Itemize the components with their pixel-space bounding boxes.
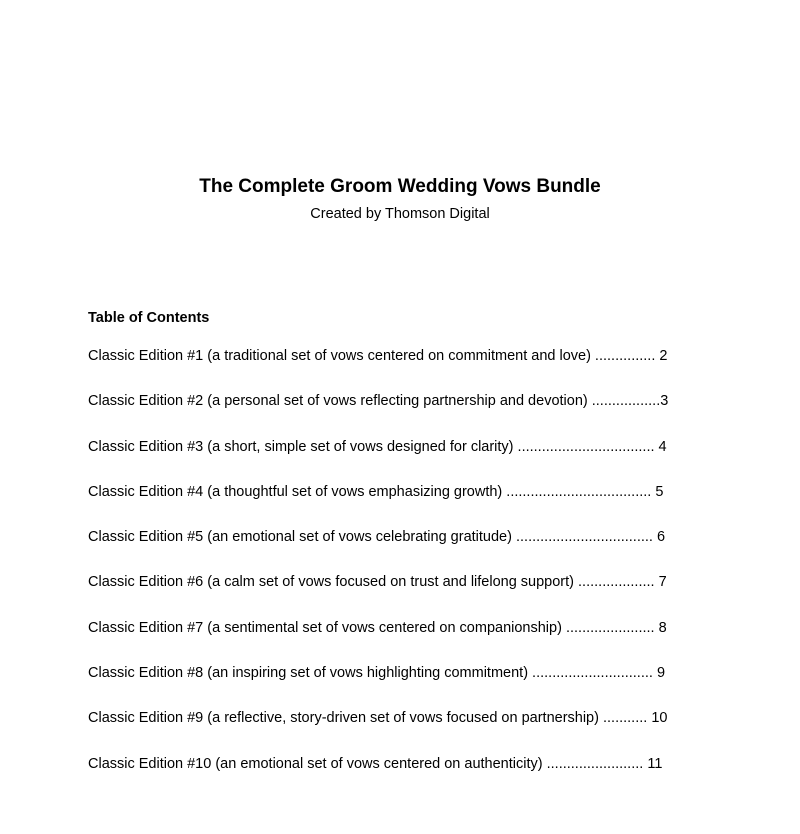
toc-entry-10[interactable]	[88, 755, 728, 800]
document-subtitle: Created by Thomson Digital	[310, 206, 490, 222]
toc-dot-leader: .................	[587, 393, 661, 410]
toc-entry-2[interactable]	[88, 392, 728, 437]
toc-page-number: 4	[654, 438, 667, 455]
toc-dot-leader: ...........	[598, 710, 648, 727]
toc-dot-leader: ...................	[574, 574, 655, 591]
toc-entry-text: Classic Edition #1 (a traditional set of vows centered on commitment and love)	[88, 348, 591, 364]
toc-heading: Table of Contents	[88, 310, 210, 326]
toc-page-number: 8	[654, 619, 667, 636]
toc-dot-leader: ......................	[561, 619, 655, 636]
toc-entry-text: Classic Edition #5 (an emotional set of vows celebrating gratitude)	[88, 529, 512, 546]
toc-entry-text: Classic Edition #10 (an emotional set of vows centered on authenticity)	[88, 755, 543, 772]
toc-entry-4[interactable]	[88, 483, 728, 528]
toc-dot-leader: ..................................	[511, 529, 653, 546]
toc-page-number: 2	[655, 348, 668, 364]
toc-entry-1[interactable]	[88, 347, 728, 392]
toc-entry-text: Classic Edition #2 (a personal set of vows reflecting partnership and devotion)	[88, 393, 588, 410]
toc-page-number: 5	[651, 483, 664, 500]
toc-dot-leader: ...............	[590, 348, 656, 364]
toc-entry-5[interactable]	[88, 528, 728, 573]
toc-entry-text: Classic Edition #9 (a reflective, story-driven set of vows focused on partnership)	[88, 710, 599, 727]
toc-page-number: 7	[654, 574, 667, 591]
toc-page-number: 11	[643, 755, 663, 772]
toc-list	[88, 347, 728, 800]
toc-entry-8[interactable]	[88, 664, 728, 709]
toc-entry-6[interactable]	[88, 573, 728, 618]
toc-dot-leader: ..............................	[528, 665, 653, 682]
toc-dot-leader: ..................................	[513, 438, 655, 455]
toc-page-number: 6	[652, 529, 666, 546]
toc-entry-text: Classic Edition #7 (a sentimental set of vows centered on companionship)	[88, 619, 562, 636]
toc-entry-3[interactable]	[88, 438, 728, 483]
toc-page-number: 9	[652, 665, 666, 682]
toc-entry-7[interactable]	[88, 619, 728, 664]
toc-entry-text: Classic Edition #4 (a thoughtful set of vows emphasizing growth)	[88, 483, 503, 500]
toc-entry-text: Classic Edition #8 (an inspiring set of vows highlighting commitment)	[88, 665, 529, 682]
toc-entry-text: Classic Edition #3 (a short, simple set of vows designed for clarity)	[88, 438, 514, 455]
toc-dot-leader: ........................	[542, 755, 644, 772]
toc-entry-text: Classic Edition #6 (a calm set of vows focused on trust and lifelong support)	[88, 574, 574, 591]
toc-page-number: 3	[660, 393, 669, 410]
toc-page-number: 10	[647, 710, 668, 727]
toc-dot-leader: ....................................	[502, 483, 652, 500]
toc-entry-9[interactable]	[88, 709, 728, 754]
document-title: The Complete Groom Wedding Vows Bundle	[199, 176, 601, 197]
